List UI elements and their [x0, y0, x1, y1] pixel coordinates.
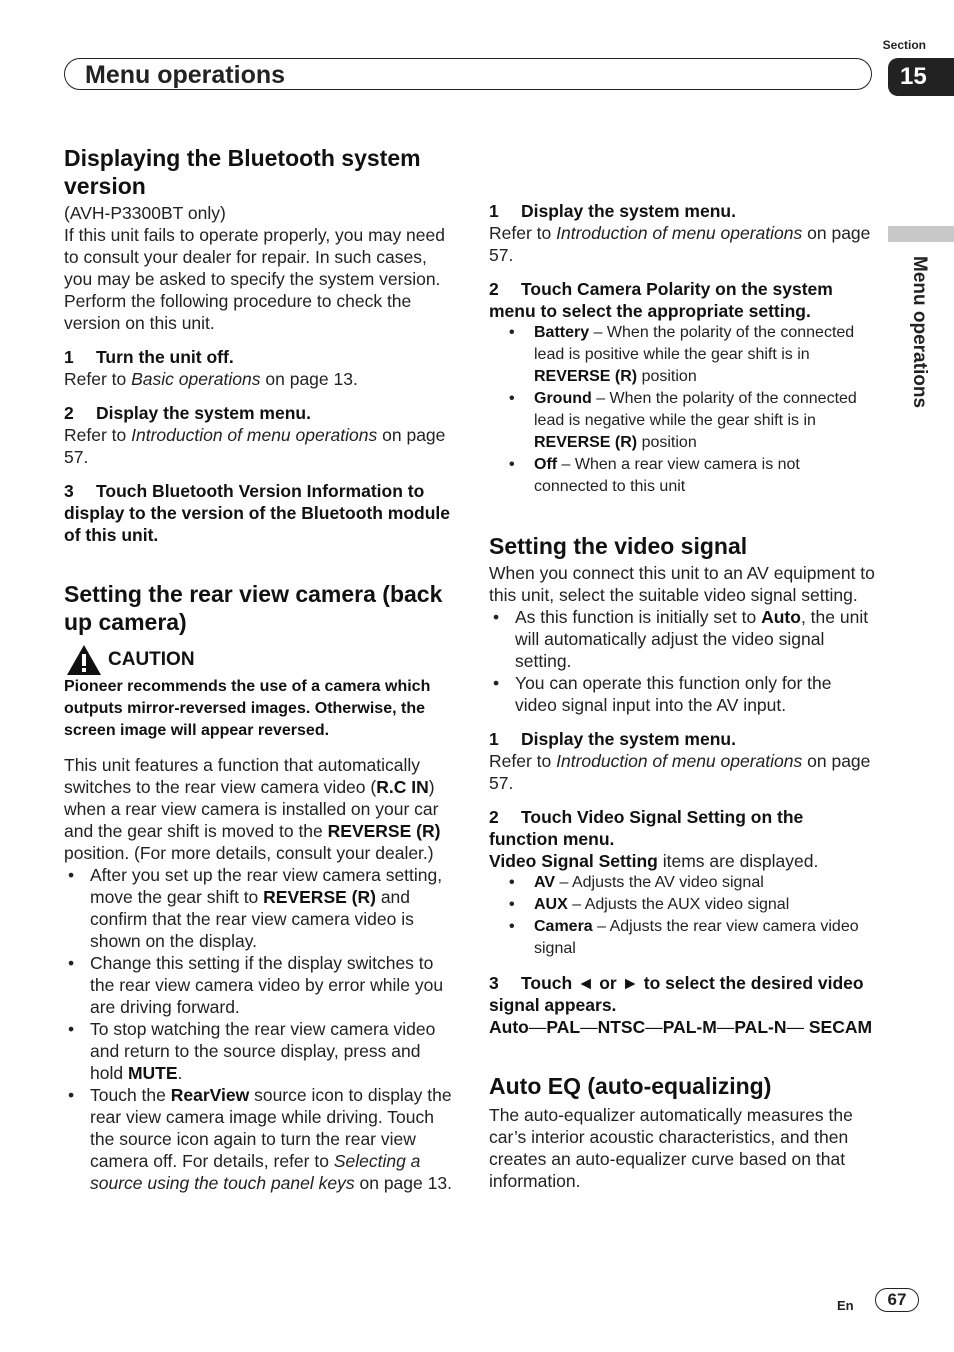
bt-step-1 [64, 346, 456, 368]
vs-step-2-note [489, 850, 877, 872]
vs-step-2 [489, 806, 877, 850]
emphasis: REVERSE (R) [327, 821, 441, 841]
list-item: • Change this setting if the display switches to the rear view camera video by error while you are driving forward. [64, 952, 456, 1018]
step-text: Turn the unit off. [96, 347, 234, 367]
step-number: 2 [489, 807, 499, 827]
vs-step-1-ref [489, 750, 877, 794]
caution-label: CAUTION [108, 649, 195, 670]
text: – Adjusts the AV video signal [555, 874, 764, 891]
emphasis: RearView [170, 1085, 250, 1105]
option-name: Camera [534, 918, 593, 935]
cycle-item: PAL-M [662, 1017, 717, 1037]
text: source icon to display the rear view camera image while driving. Touch the source icon again to turn the rear view camera off. For details, refer to [90, 1085, 452, 1171]
ref-text: on page 13. [260, 369, 358, 389]
video-signal-intro: When you connect this unit to an AV equipment to this unit, select the suitable video signal setting. [489, 563, 875, 605]
bluetooth-intro: If this unit fails to operate properly, you may need to consult your dealer for repair. In such cases, you may be asked to specify the system version. Perform the following procedure to check the version on this unit. [64, 225, 445, 333]
ref-text: Refer to [64, 369, 132, 389]
list-item [489, 872, 877, 894]
cam-step-2 [489, 278, 877, 322]
list-item [489, 894, 877, 916]
rear-camera-intro [64, 754, 456, 864]
emphasis: REVERSE (R) [534, 368, 638, 385]
ref-text: on page 57. [489, 223, 871, 265]
step-number: 1 [489, 729, 499, 749]
cycle-item: PAL-N [734, 1017, 787, 1037]
step-text: Touch Bluetooth Version Information to display to the version of the Bluetooth module of this unit. [64, 481, 450, 545]
text: After you set up the rear view camera setting, move the gear shift to [90, 865, 443, 907]
step-text: Touch Video Signal Setting on the function menu. [489, 807, 804, 849]
step-text: Display the system menu. [521, 729, 736, 749]
video-signal-heading: Setting the video signal [489, 533, 748, 559]
option-name: AUX [534, 896, 568, 913]
vs-step-3 [489, 972, 877, 1016]
step-text: Touch ◄ or ► to select the desired video signal appears. [489, 973, 864, 1015]
cycle-item: Auto [489, 1017, 529, 1037]
ref-text: Refer to [64, 425, 132, 445]
list-item [489, 388, 877, 454]
page-number: 67 [875, 1288, 919, 1312]
text: position [637, 368, 697, 385]
language-label: En [837, 1298, 854, 1313]
section-label: Section [882, 38, 926, 52]
step-text: Touch Camera Polarity on the system menu to select the appropriate setting. [489, 279, 833, 321]
text: ) when a rear view camera is installed on your car and the gear shift is moved to the [64, 777, 439, 841]
separator: — [528, 1017, 547, 1037]
video-signal-bullets [489, 606, 877, 716]
video-signal-options [489, 872, 877, 960]
list-item [489, 606, 877, 672]
text: – Adjusts the AUX video signal [567, 896, 790, 913]
option-name: Battery [534, 324, 590, 341]
list-item [489, 916, 877, 960]
list-item [64, 864, 456, 952]
separator: — [645, 1017, 663, 1037]
ref-link[interactable]: Basic operations [131, 369, 261, 389]
text: items are displayed. [657, 851, 819, 871]
emphasis: MUTE [127, 1063, 178, 1083]
ref-text: on page 57. [489, 751, 871, 793]
caution-text: Pioneer recommends the use of a camera which outputs mirror-reversed images. Otherwise, the screen image will appear reversed. [64, 678, 431, 739]
cam-step-1 [489, 200, 877, 222]
video-signal-cycle [489, 1016, 877, 1038]
auto-eq-text: The auto-equalizer automatically measures the car’s interior acoustic characteristics, and then creates an auto-equalizer curve based on that information. [489, 1105, 853, 1191]
step-number: 1 [489, 201, 499, 221]
separator: — [580, 1017, 598, 1037]
cycle-item: NTSC [597, 1017, 646, 1037]
camera-polarity-options [489, 322, 877, 498]
emphasis: REVERSE (R) [263, 887, 376, 907]
text: – When the polarity of the connected lead is positive while the gear shift is in [534, 324, 855, 363]
ref-link[interactable]: Introduction of menu operations [131, 425, 378, 445]
text: . [177, 1063, 183, 1083]
header-bar [64, 58, 872, 90]
side-tab-label: Menu operations [909, 256, 930, 409]
vs-step-1 [489, 728, 877, 750]
ref-link[interactable]: Selecting a source using the touch panel keys [90, 1151, 421, 1193]
option-name: Off [534, 456, 558, 473]
text: As this function is initially set to [515, 607, 762, 627]
ref-link[interactable]: Introduction of menu operations [556, 223, 803, 243]
page-title: Menu operations [85, 61, 286, 89]
text: – When a rear view camera is not connected to this unit [534, 456, 800, 495]
step-number: 1 [64, 347, 74, 367]
text: and confirm that the rear view camera video is shown on the display. [90, 887, 414, 951]
text: – Adjusts the rear view camera video signal [534, 918, 859, 957]
warning-icon [66, 644, 102, 676]
section-number-badge: 15 [888, 58, 954, 96]
list-item [489, 322, 877, 388]
model-note: (AVH-P3300BT only) [64, 203, 226, 223]
caution-row [66, 644, 456, 676]
ref-text: Refer to [489, 223, 557, 243]
list-item [489, 454, 877, 498]
option-name: AV [534, 874, 556, 891]
emphasis: R.C IN [376, 777, 429, 797]
step-number: 2 [64, 403, 74, 423]
bluetooth-heading: Displaying the Bluetooth system version [64, 145, 421, 199]
list-item [64, 1018, 456, 1084]
text: position [637, 434, 697, 451]
step-text: Display the system menu. [96, 403, 311, 423]
cycle-item: SECAM [808, 1017, 873, 1037]
text: on page 13. [354, 1173, 452, 1193]
emphasis: Video Signal Setting [489, 851, 658, 871]
right-column [489, 192, 877, 1192]
separator: — [786, 1017, 804, 1037]
separator: — [716, 1017, 735, 1037]
text: position. (For more details, consult your dealer.) [64, 843, 434, 863]
bt-step-2 [64, 402, 456, 424]
text: , the unit will automatically adjust the video signal setting. [515, 607, 869, 671]
cam-step-1-ref [489, 222, 877, 266]
text: This unit features a function that automatically switches to the rear view camera video ( [64, 755, 421, 797]
rear-camera-bullets [64, 864, 456, 1194]
option-name: Ground [534, 390, 592, 407]
ref-text: Refer to [489, 751, 557, 771]
ref-link[interactable]: Introduction of menu operations [556, 751, 803, 771]
list-item: • You can operate this function only for the video signal input into the AV input. [489, 672, 877, 716]
step-number: 3 [64, 481, 74, 501]
list-item [64, 1084, 456, 1194]
text: Touch the [90, 1085, 171, 1105]
text: To stop watching the rear view camera video and return to the source display, press and hold [90, 1019, 436, 1083]
step-number: 2 [489, 279, 499, 299]
text: – When the polarity of the connected lead is negative while the gear shift is in [534, 390, 857, 429]
rear-camera-heading: Setting the rear view camera (back up camera) [64, 581, 443, 635]
emphasis: Auto [761, 607, 801, 627]
emphasis: REVERSE (R) [534, 434, 638, 451]
side-tab-marker [888, 226, 954, 242]
step-number: 3 [489, 973, 499, 993]
auto-eq-heading: Auto EQ (auto-equalizing) [489, 1073, 772, 1099]
bt-step-2-ref [64, 424, 456, 468]
bt-step-3 [64, 480, 456, 546]
cycle-item: PAL [546, 1017, 581, 1037]
bt-step-1-ref [64, 368, 456, 390]
step-text: Display the system menu. [521, 201, 736, 221]
left-column [64, 140, 456, 1194]
ref-text: on page 57. [64, 425, 446, 467]
